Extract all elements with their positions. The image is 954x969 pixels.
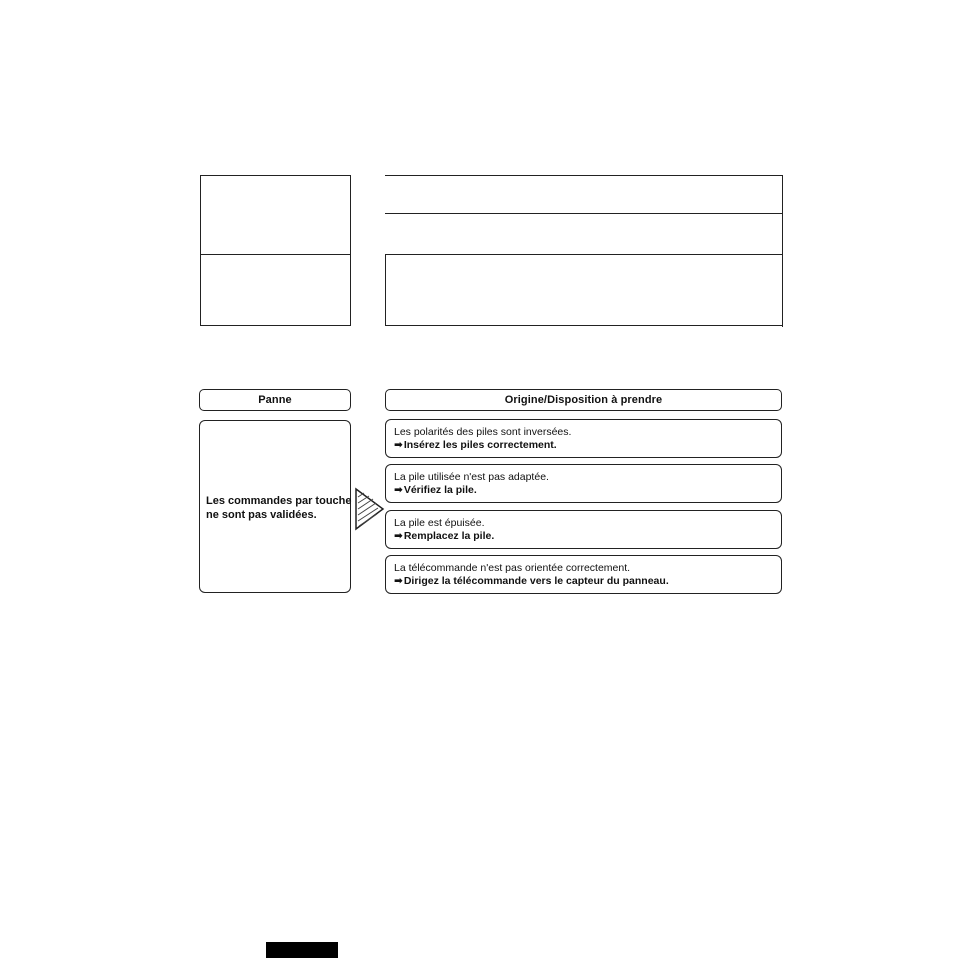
upper-table-rule-2	[385, 213, 783, 214]
remedy-line	[394, 484, 781, 497]
right-arrow-icon: ➡	[394, 484, 403, 496]
page-footer-bar	[266, 942, 338, 958]
symptom-line-1: Les commandes par touche	[206, 495, 352, 507]
cause-text: La pile utilisée n'est pas adaptée.	[394, 471, 549, 483]
remedy-line	[394, 439, 781, 452]
symptom-column-header	[199, 389, 351, 411]
remedy-text: Insérez les piles correctement.	[403, 439, 557, 451]
cause-text: Les polarités des piles sont inversées.	[394, 426, 572, 438]
upper-table-inner-left-border	[385, 254, 386, 326]
upper-table-rule-1	[385, 175, 783, 176]
right-arrow-icon: ➡	[394, 439, 403, 451]
upper-table-left-cell-1	[200, 175, 351, 255]
right-arrow-icon: ➡	[394, 575, 403, 587]
remedy-line	[394, 530, 781, 543]
remedy-text: Dirigez la télécommande vers le capteur du panneau.	[403, 575, 669, 587]
symptom-text	[206, 494, 352, 522]
upper-table-left-cell-2	[200, 254, 351, 326]
remedy-text: Remplacez la pile.	[403, 530, 495, 542]
symptom-box	[199, 420, 351, 593]
remedy-line	[394, 575, 781, 588]
right-triangle-arrow-icon	[355, 487, 385, 531]
symptom-line-2: ne sont pas validées.	[206, 509, 317, 521]
cause-column-header-label: Origine/Disposition à prendre	[504, 394, 663, 406]
upper-table-right-border	[782, 175, 783, 327]
remedy-text: Vérifiez la pile.	[403, 484, 477, 496]
symptom-column-header-label: Panne	[258, 394, 292, 406]
upper-table-rule-3	[385, 254, 783, 255]
cause-text: La télécommande n'est pas orientée correctement.	[394, 562, 631, 574]
cause-row	[385, 555, 782, 594]
right-arrow-icon: ➡	[394, 530, 403, 542]
cause-row	[385, 464, 782, 503]
cause-row	[385, 419, 782, 458]
cause-row	[385, 510, 782, 549]
cause-column-header	[385, 389, 782, 411]
upper-table-rule-4	[385, 325, 783, 326]
cause-text: La pile est épuisée.	[394, 517, 485, 529]
